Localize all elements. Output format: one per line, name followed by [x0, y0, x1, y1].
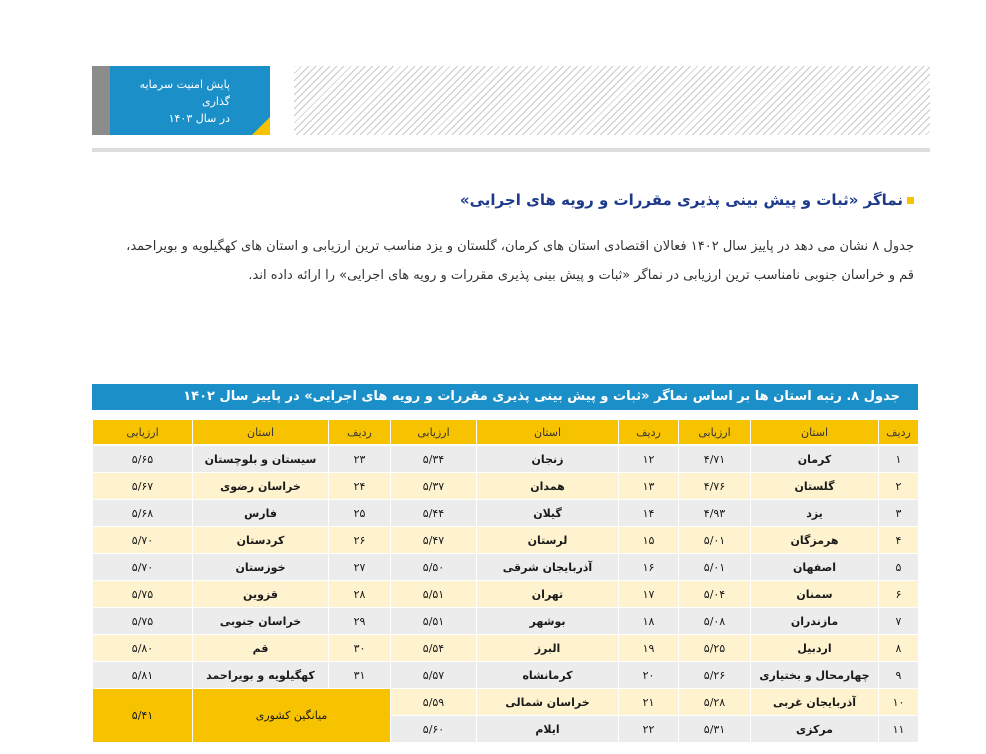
cell-province: کهگیلویه و بویراحمد	[192, 662, 328, 688]
cell-rank: ۸	[878, 635, 918, 661]
cell-rank: ۷	[878, 608, 918, 634]
table-row	[92, 527, 918, 553]
cell-rank: ۲	[878, 473, 918, 499]
cell-score: ۵/۸۱	[92, 662, 192, 688]
cell-province: قزوین	[192, 581, 328, 607]
table-row	[92, 608, 918, 634]
cell-rank: ۲۸	[328, 581, 390, 607]
section-paragraph	[84, 232, 914, 290]
cell-score: ۵/۳۴	[390, 446, 476, 472]
cell-province: گلستان	[750, 473, 878, 499]
paragraph-line-1: جدول ۸ نشان می دهد در پاییز سال ۱۴۰۲ فعالان اقتصادی استان های کرمان، گلستان و یزد مناسب ترین ارزیابی و استان های کهگیلویه و بویراحمد،	[126, 239, 914, 254]
cell-rank: ۱۸	[618, 608, 678, 634]
table-row	[92, 500, 918, 526]
cell-score: ۵/۶۸	[92, 500, 192, 526]
header-gray-strip	[92, 66, 110, 135]
header-cell-rank: ردیف	[328, 420, 390, 444]
cell-rank: ۲۶	[328, 527, 390, 553]
section-title-text: نماگر «ثبات و پیش بینی پذیری مقررات و رویه های اجرایی»	[459, 191, 903, 209]
paragraph-line-2: قم و خراسان جنوبی نامناسب ترین ارزیابی در نماگر «ثبات و پیش بینی پذیری مقررات و رویه های اجرایی» را ارائه داده اند.	[248, 268, 914, 283]
cell-rank: ۲۲	[618, 716, 678, 742]
cell-score: ۵/۷۵	[92, 581, 192, 607]
cell-score: ۵/۷۰	[92, 554, 192, 580]
table-row	[92, 446, 918, 472]
cell-score: ۵/۰۸	[678, 608, 750, 634]
table-row	[92, 554, 918, 580]
cell-score: ۵/۲۶	[678, 662, 750, 688]
cell-province: هرمزگان	[750, 527, 878, 553]
header-cell-score: ارزیابی	[390, 420, 476, 444]
cell-score: ۵/۵۹	[390, 689, 476, 715]
cell-province: زنجان	[476, 446, 618, 472]
header-hatch-pattern	[294, 66, 930, 135]
cell-rank: ۱۰	[878, 689, 918, 715]
cell-province: البرز	[476, 635, 618, 661]
header-cell-rank: ردیف	[878, 420, 918, 444]
cell-score: ۵/۶۵	[92, 446, 192, 472]
cell-province: مرکزی	[750, 716, 878, 742]
cell-rank: ۱۱	[878, 716, 918, 742]
cell-score: ۵/۸۰	[92, 635, 192, 661]
table-header-row	[92, 420, 918, 444]
cell-province: اردبیل	[750, 635, 878, 661]
cell-province: بوشهر	[476, 608, 618, 634]
cell-province: چهارمحال و بختیاری	[750, 662, 878, 688]
table-row	[92, 635, 918, 661]
cell-score: ۵/۵۴	[390, 635, 476, 661]
cell-province: خراسان جنوبی	[192, 608, 328, 634]
cell-rank: ۵	[878, 554, 918, 580]
header-line1: پایش امنیت سرمایه گذاری	[139, 78, 230, 108]
cell-rank: ۱۷	[618, 581, 678, 607]
cell-province: گیلان	[476, 500, 618, 526]
table-row	[92, 473, 918, 499]
cell-score: ۵/۰۴	[678, 581, 750, 607]
table-row	[92, 581, 918, 607]
cell-rank: ۱۳	[618, 473, 678, 499]
cell-province: قم	[192, 635, 328, 661]
cell-province: لرستان	[476, 527, 618, 553]
cell-rank: ۲۹	[328, 608, 390, 634]
cell-rank: ۱۲	[618, 446, 678, 472]
cell-score: ۴/۷۱	[678, 446, 750, 472]
cell-province: یزد	[750, 500, 878, 526]
national-average-score: ۵/۴۱	[92, 689, 192, 742]
cell-score: ۴/۹۳	[678, 500, 750, 526]
cell-score: ۵/۰۱	[678, 527, 750, 553]
cell-rank: ۱۴	[618, 500, 678, 526]
cell-province: کردستان	[192, 527, 328, 553]
cell-score: ۵/۰۱	[678, 554, 750, 580]
cell-rank: ۳	[878, 500, 918, 526]
cell-score: ۵/۵۱	[390, 581, 476, 607]
cell-rank: ۹	[878, 662, 918, 688]
cell-province: همدان	[476, 473, 618, 499]
cell-province: تهران	[476, 581, 618, 607]
cell-province: مازندران	[750, 608, 878, 634]
header-line2: در سال ۱۴۰۳	[168, 112, 230, 125]
cell-score: ۵/۷۰	[92, 527, 192, 553]
cell-province: خراسان شمالی	[476, 689, 618, 715]
cell-rank: ۲۱	[618, 689, 678, 715]
cell-score: ۵/۷۵	[92, 608, 192, 634]
cell-rank: ۴	[878, 527, 918, 553]
header-cell-province: استان	[476, 420, 618, 444]
section-bullet-icon	[907, 197, 914, 204]
cell-score: ۵/۴۷	[390, 527, 476, 553]
cell-rank: ۱	[878, 446, 918, 472]
cell-rank: ۲۴	[328, 473, 390, 499]
cell-province: آذربایجان غربی	[750, 689, 878, 715]
header-divider	[92, 148, 930, 152]
cell-rank: ۶	[878, 581, 918, 607]
cell-score: ۵/۵۷	[390, 662, 476, 688]
cell-province: اصفهان	[750, 554, 878, 580]
cell-score: ۵/۵۱	[390, 608, 476, 634]
cell-rank: ۲۵	[328, 500, 390, 526]
cell-province: سمنان	[750, 581, 878, 607]
cell-rank: ۲۷	[328, 554, 390, 580]
cell-score: ۵/۵۰	[390, 554, 476, 580]
cell-score: ۵/۲۸	[678, 689, 750, 715]
cell-score: ۵/۲۵	[678, 635, 750, 661]
cell-score: ۵/۶۰	[390, 716, 476, 742]
cell-score: ۴/۷۶	[678, 473, 750, 499]
cell-province: خوزستان	[192, 554, 328, 580]
cell-rank: ۲۰	[618, 662, 678, 688]
cell-score: ۵/۳۱	[678, 716, 750, 742]
cell-score: ۵/۴۴	[390, 500, 476, 526]
cell-province: کرمان	[750, 446, 878, 472]
header-corner-triangle	[252, 117, 270, 135]
section-title	[460, 191, 914, 209]
header-cell-score: ارزیابی	[92, 420, 192, 444]
cell-province: خراسان رضوی	[192, 473, 328, 499]
header-cell-score: ارزیابی	[678, 420, 750, 444]
cell-score: ۵/۶۷	[92, 473, 192, 499]
cell-province: کرمانشاه	[476, 662, 618, 688]
cell-rank: ۱۶	[618, 554, 678, 580]
header-cell-province: استان	[750, 420, 878, 444]
ranking-table	[92, 420, 918, 740]
cell-score: ۵/۳۷	[390, 473, 476, 499]
header-cell-province: استان	[192, 420, 328, 444]
cell-rank: ۳۰	[328, 635, 390, 661]
cell-rank: ۲۳	[328, 446, 390, 472]
table-caption: جدول ۸. رتبه استان ها بر اساس نماگر «ثبات و پیش بینی پذیری مقررات و رویه های اجرایی» در پاییز سال ۱۴۰۲	[92, 384, 918, 410]
cell-rank: ۱۵	[618, 527, 678, 553]
header-cell-rank: ردیف	[618, 420, 678, 444]
header-title	[112, 76, 230, 127]
cell-province: سیستان و بلوچستان	[192, 446, 328, 472]
cell-rank: ۳۱	[328, 662, 390, 688]
cell-province: فارس	[192, 500, 328, 526]
table-row	[92, 662, 918, 688]
national-average-label: میانگین کشوری	[192, 689, 390, 742]
cell-rank: ۱۹	[618, 635, 678, 661]
cell-province: ایلام	[476, 716, 618, 742]
cell-province: آذربایجان شرقی	[476, 554, 618, 580]
